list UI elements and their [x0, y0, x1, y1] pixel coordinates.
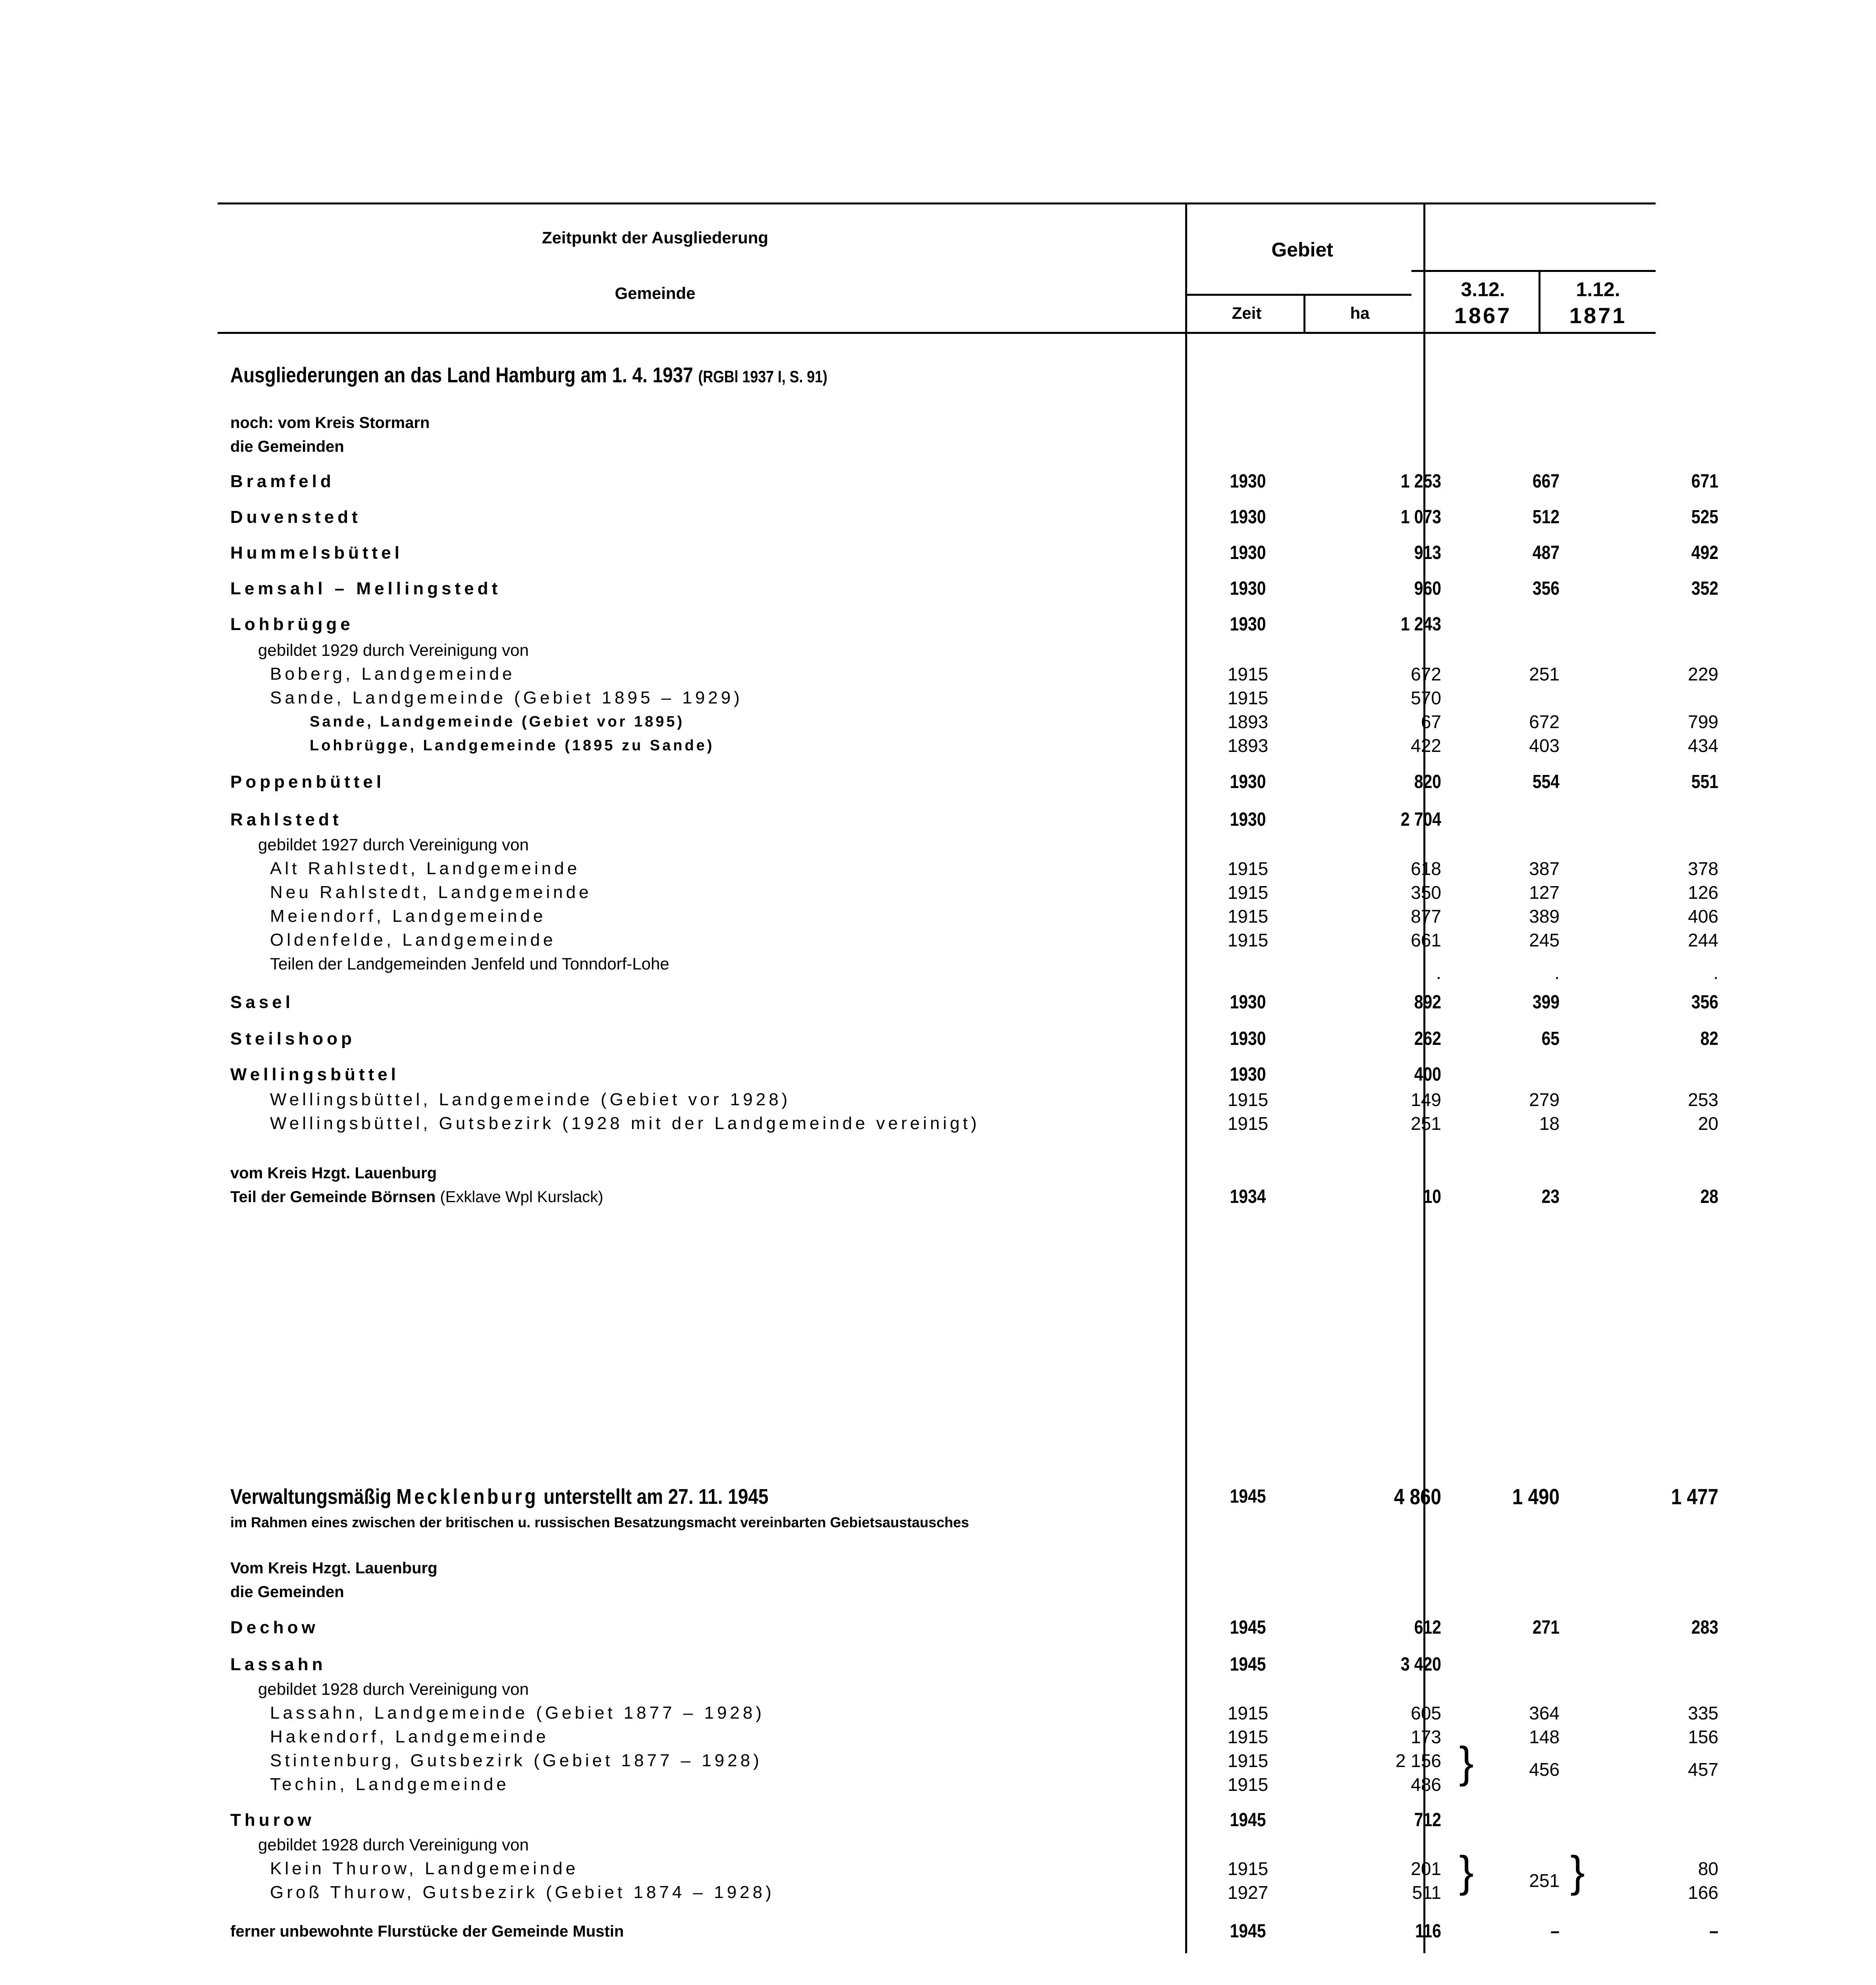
- ha-value: 913: [1414, 542, 1441, 563]
- ha-value: 2 704: [1400, 809, 1441, 830]
- section1-title-row: [230, 361, 1660, 389]
- einw-1867-value: 403: [1529, 735, 1560, 756]
- einw-1871-value: 406: [1688, 906, 1718, 927]
- section2-die: die Gemeinden: [230, 1583, 344, 1601]
- zeit-value: 1930: [1230, 542, 1266, 563]
- col-rule-1867-1871: [1539, 270, 1541, 333]
- einw-1871-value: 166: [1688, 1882, 1718, 1903]
- section1-title: Ausgliederungen an das Land Hamburg am 1. 4. 1937 (RGBl 1937 I, S. 91): [230, 363, 827, 387]
- brace-thurow-1871: }: [1570, 1847, 1585, 1896]
- gemeinde-note: gebildet 1927 durch Vereinigung von: [258, 835, 529, 854]
- ha-value: 149: [1411, 1089, 1441, 1110]
- section1-noch: noch: vom Kreis Stormarn: [230, 414, 430, 432]
- zeit-value: 1930: [1230, 471, 1266, 492]
- zeit-value: 1915: [1227, 858, 1269, 879]
- zeit-value: 1930: [1230, 578, 1266, 599]
- ha-value: 262: [1414, 1028, 1441, 1049]
- gemeinde-name: Neu Rahlstedt, Landgemeinde: [270, 883, 592, 902]
- gemeinde-name: Duvenstedt: [230, 507, 361, 527]
- table-row: [230, 989, 1718, 1016]
- einw-1871-value: 253: [1688, 1089, 1718, 1110]
- gemeinde-name: Steilshoop: [230, 1029, 355, 1048]
- header-ha: ha: [1350, 304, 1370, 322]
- zeit-value: 1930: [1230, 992, 1266, 1013]
- gemeinde-name: Hummelsbüttel: [230, 543, 403, 563]
- gemeinde-name: Rahlstedt: [230, 810, 342, 829]
- section1-die: die Gemeinden: [230, 438, 344, 455]
- ha-value: 960: [1414, 578, 1441, 599]
- einw-1871-value: 551: [1691, 771, 1718, 792]
- gemeinde-note: gebildet 1928 durch Vereinigung von: [258, 1680, 529, 1698]
- zeit-value: 1930: [1230, 614, 1266, 635]
- brace-thurow-1867: }: [1459, 1847, 1474, 1896]
- zeit-value: 1915: [1227, 1774, 1269, 1795]
- zeit-value: 1915: [1227, 664, 1269, 684]
- einw-1871-value: 335: [1688, 1703, 1718, 1723]
- header-1871-date: 1.12.: [1576, 278, 1620, 301]
- gemeinde-name: Thurow: [230, 1810, 315, 1830]
- section2-subtitle: im Rahmen eines zwischen der britischen u. russischen Besatzungsmacht vereinbarten Gebietsaustausches: [230, 1514, 969, 1530]
- gemeinde-name: Sande, Landgemeinde (Gebiet vor 1895): [310, 713, 685, 730]
- table-row: [230, 468, 1718, 495]
- einw-1871-value: –: [1709, 1921, 1718, 1942]
- gemeinde-name: Dechow: [230, 1618, 319, 1637]
- table-row: [230, 950, 1718, 983]
- table-row: [230, 1918, 1718, 1945]
- ha-value: 570: [1411, 688, 1441, 708]
- table-row: [230, 1806, 1660, 1834]
- gemeinde-note: gebildet 1929 durch Vereinigung von: [258, 641, 529, 659]
- einw-1867-value: 251: [1529, 1870, 1560, 1891]
- zeit-ha-rule: [1187, 294, 1411, 296]
- einw-1871-value: 283: [1691, 1617, 1718, 1638]
- ha-value: 10: [1423, 1186, 1441, 1207]
- zeit-value: 1927: [1227, 1882, 1269, 1903]
- zeit-value: 1934: [1230, 1186, 1266, 1207]
- table-top-rule: [218, 202, 1656, 204]
- gemeinde-name: Poppenbüttel: [230, 772, 385, 792]
- zeit-value: 1915: [1227, 882, 1269, 903]
- zeit-value: 1915: [1227, 1858, 1269, 1879]
- table-row: [230, 732, 1718, 759]
- zeit-value: 1930: [1230, 809, 1266, 830]
- gemeinde-name: Boberg, Landgemeinde: [270, 664, 515, 684]
- gemeinde-name: Lemsahl – Mellingstedt: [230, 579, 501, 598]
- zeit-value: 1915: [1227, 1727, 1269, 1747]
- table-row: [230, 575, 1718, 603]
- einw-1867-value: 127: [1529, 882, 1560, 903]
- ha-value: 350: [1411, 882, 1441, 903]
- gemeinde-name: Hakendorf, Landgemeinde: [270, 1727, 549, 1746]
- ha-value: 820: [1414, 771, 1441, 792]
- ha-value: 201: [1411, 1858, 1441, 1879]
- zeit-value: 1893: [1227, 735, 1269, 756]
- gemeinde-name: ferner unbewohnte Flurstücke der Gemeinde Mustin: [230, 1923, 624, 1940]
- einw-1871-value: 378: [1688, 858, 1718, 879]
- einw-1867-value: 512: [1532, 507, 1560, 528]
- einw-1867-value: 487: [1532, 542, 1560, 563]
- zeit-value: 1915: [1227, 1750, 1269, 1771]
- einw-1867-value: 672: [1529, 711, 1560, 732]
- gemeinde-name: Wellingsbüttel, Landgemeinde (Gebiet vor 1928): [270, 1090, 791, 1109]
- table-row: [230, 1110, 1718, 1137]
- section2-title-row: [230, 1483, 1718, 1511]
- zeit-value: 1945: [1230, 1810, 1266, 1831]
- einw-1867-value: 356: [1532, 578, 1560, 599]
- zeit-value: 1930: [1230, 507, 1266, 528]
- zeit-value: 1915: [1227, 1113, 1269, 1134]
- ha-value: 173: [1411, 1727, 1441, 1747]
- ha-value: 3 420: [1400, 1654, 1441, 1675]
- einw-1867-value: 1 490: [1512, 1484, 1560, 1509]
- gemeinde-name: Lassahn: [230, 1655, 326, 1674]
- boemsen-note: (Exklave Wpl Kurslack): [440, 1188, 603, 1206]
- einw-1871-value: 80: [1698, 1858, 1718, 1879]
- header-1867-date: 3.12.: [1461, 278, 1505, 301]
- section1-ref: (RGBl 1937 I, S. 91): [698, 367, 827, 386]
- einw-1867-value: 271: [1532, 1617, 1560, 1638]
- einw-1871-value: 492: [1691, 542, 1718, 563]
- header-zeit: Zeit: [1232, 304, 1262, 322]
- einw-1867-value: 245: [1529, 930, 1560, 950]
- gemeinde-name: Wellingsbüttel, Gutsbezirk (1928 mit der Landgemeinde vereinigt): [270, 1114, 980, 1133]
- einw-1871-value: 799: [1688, 711, 1718, 732]
- header-gebiet: Gebiet: [1271, 239, 1333, 261]
- table-row: [230, 503, 1718, 531]
- ha-value: 605: [1411, 1703, 1441, 1723]
- table-row: [230, 1183, 1718, 1211]
- section2-title: Verwaltungsmäßig Mecklenburg unterstellt am 27. 11. 1945: [230, 1485, 769, 1509]
- einw-1867-value: 364: [1529, 1703, 1560, 1723]
- gemeinde-name: Groß Thurow, Gutsbezirk (Gebiet 1874 – 1928): [270, 1883, 775, 1902]
- ha-value: 422: [1411, 735, 1441, 756]
- gemeinde-name: Wellingsbüttel: [230, 1065, 399, 1084]
- table-row: [230, 1771, 1660, 1798]
- einw-1871-value: 356: [1691, 992, 1718, 1013]
- einw-1867-value: –: [1550, 1921, 1560, 1942]
- ha-value: .: [1436, 962, 1441, 983]
- einw-1871-value: 457: [1688, 1759, 1718, 1780]
- ha-value: 67: [1421, 711, 1441, 732]
- header-gemeinde: Gemeinde: [615, 284, 696, 303]
- zeit-value: 1915: [1227, 688, 1269, 708]
- ha-value: 712: [1414, 1810, 1441, 1831]
- gemeinde-note: gebildet 1928 durch Vereinigung von: [258, 1835, 529, 1854]
- ha-value: 2 156: [1395, 1750, 1441, 1771]
- zeit-value: 1945: [1230, 1486, 1266, 1507]
- table-row: [230, 611, 1660, 638]
- zeit-value: 1915: [1227, 930, 1269, 950]
- gemeinde-name: Klein Thurow, Landgemeinde: [270, 1859, 579, 1878]
- ha-value: 618: [1411, 858, 1441, 879]
- ha-value: 4 860: [1394, 1484, 1441, 1509]
- einw-1867-value: 251: [1529, 664, 1560, 684]
- table-row: [230, 768, 1718, 796]
- table-row: [230, 539, 1718, 567]
- zeit-value: 1893: [1227, 711, 1269, 732]
- einw-1871-value: 229: [1688, 664, 1718, 684]
- einw-1867-value: 456: [1529, 1759, 1560, 1780]
- einw-1867-value: 148: [1529, 1727, 1560, 1747]
- header-1871-year: 1871: [1569, 303, 1627, 328]
- lauenburg-head: vom Kreis Hzgt. Lauenburg: [230, 1164, 437, 1182]
- ha-value: 612: [1414, 1617, 1441, 1638]
- ha-value: 661: [1411, 930, 1441, 950]
- einw-1871-value: 156: [1688, 1727, 1718, 1747]
- zeit-value: 1945: [1230, 1654, 1266, 1675]
- table-row: [230, 1061, 1660, 1089]
- einw-1867-value: 387: [1529, 858, 1560, 879]
- gemeinde-name: Teilen der Landgemeinden Jenfeld und Tonndorf-Lohe: [270, 954, 669, 973]
- gemeinde-name: Teil der Gemeinde Börnsen (Exklave Wpl Kurslack): [230, 1188, 603, 1206]
- einw-1867-value: 389: [1529, 906, 1560, 927]
- table-row: [230, 1879, 1718, 1906]
- einw-1867-value: 667: [1532, 471, 1560, 492]
- ha-value: 486: [1411, 1774, 1441, 1795]
- ha-value: 877: [1411, 906, 1441, 927]
- einw-1867-value: 554: [1532, 771, 1560, 792]
- table-row: [230, 1025, 1718, 1053]
- zeit-value: 1945: [1230, 1921, 1266, 1942]
- einw-1867-value: .: [1554, 962, 1560, 983]
- einw-1867-value: 399: [1532, 992, 1560, 1013]
- gemeinde-name: Sande, Landgemeinde (Gebiet 1895 – 1929): [270, 688, 743, 707]
- zeit-value: 1930: [1230, 771, 1266, 792]
- einw-1871-value: 244: [1688, 930, 1718, 950]
- subheader-rule: [1411, 270, 1656, 272]
- ha-value: 400: [1414, 1064, 1441, 1085]
- gemeinde-name: Alt Rahlstedt, Landgemeinde: [270, 859, 580, 878]
- ha-value: 1 073: [1400, 507, 1441, 528]
- header-zeitpunkt: Zeitpunkt der Ausgliederung: [542, 228, 769, 247]
- zeit-value: 1915: [1227, 1703, 1269, 1723]
- header-bottom-rule: [218, 332, 1656, 334]
- col-rule-zeit-ha: [1303, 294, 1305, 333]
- table-row: [230, 1651, 1660, 1679]
- brace-stintenburg-techin: }: [1459, 1738, 1474, 1787]
- einw-1867-value: 23: [1541, 1186, 1560, 1207]
- gemeinde-name: Bramfeld: [230, 472, 335, 491]
- gemeinde-name: Oldenfelde, Landgemeinde: [270, 930, 556, 950]
- section2-vom: Vom Kreis Hzgt. Lauenburg: [230, 1559, 438, 1577]
- ha-value: 511: [1412, 1882, 1441, 1903]
- einw-1871-value: 671: [1691, 471, 1718, 492]
- einw-1871-value: 20: [1698, 1113, 1718, 1134]
- header-1867-year: 1867: [1454, 303, 1512, 328]
- ha-value: 116: [1415, 1921, 1441, 1942]
- einw-1871-value: 28: [1700, 1186, 1718, 1207]
- gemeinde-name: Stintenburg, Gutsbezirk (Gebiet 1877 – 1928): [270, 1751, 762, 1770]
- einw-1871-value: 126: [1688, 882, 1718, 903]
- einw-1871-value: .: [1713, 962, 1718, 983]
- table-row: [230, 1614, 1718, 1642]
- ha-value: 251: [1411, 1113, 1441, 1134]
- zeit-value: 1945: [1230, 1617, 1266, 1638]
- einw-1867-value: 279: [1529, 1089, 1560, 1110]
- ha-value: 1 243: [1400, 614, 1441, 635]
- ha-value: 1 253: [1400, 471, 1441, 492]
- ha-value: 892: [1414, 992, 1441, 1013]
- table-row: [230, 806, 1660, 834]
- zeit-value: 1915: [1227, 906, 1269, 927]
- gemeinde-name: Techin, Landgemeinde: [270, 1775, 509, 1794]
- gemeinde-name: Meiendorf, Landgemeinde: [270, 906, 546, 926]
- einw-1871-value: 1 477: [1671, 1484, 1718, 1509]
- einw-1871-value: 82: [1700, 1028, 1718, 1049]
- section2-die-row: [230, 1578, 1660, 1606]
- einw-1871-value: 434: [1688, 735, 1718, 756]
- einw-1867-value: 18: [1539, 1113, 1560, 1134]
- zeit-value: 1930: [1230, 1064, 1266, 1085]
- section1-die-row: [230, 433, 1660, 461]
- section2-sub-row: [230, 1509, 1660, 1536]
- zeit-value: 1930: [1230, 1028, 1266, 1049]
- einw-1867-value: 65: [1541, 1028, 1560, 1049]
- zeit-value: 1915: [1227, 1089, 1269, 1110]
- gemeinde-name: Lohbrügge: [230, 615, 354, 634]
- gemeinde-name: Sasel: [230, 992, 294, 1012]
- gemeinde-name: Lassahn, Landgemeinde (Gebiet 1877 – 1928): [270, 1703, 765, 1723]
- ha-value: 672: [1411, 664, 1441, 684]
- einw-1871-value: 525: [1691, 507, 1718, 528]
- einw-1871-value: 352: [1691, 578, 1718, 599]
- gemeinde-name: Lohbrügge, Landgemeinde (1895 zu Sande): [310, 737, 715, 754]
